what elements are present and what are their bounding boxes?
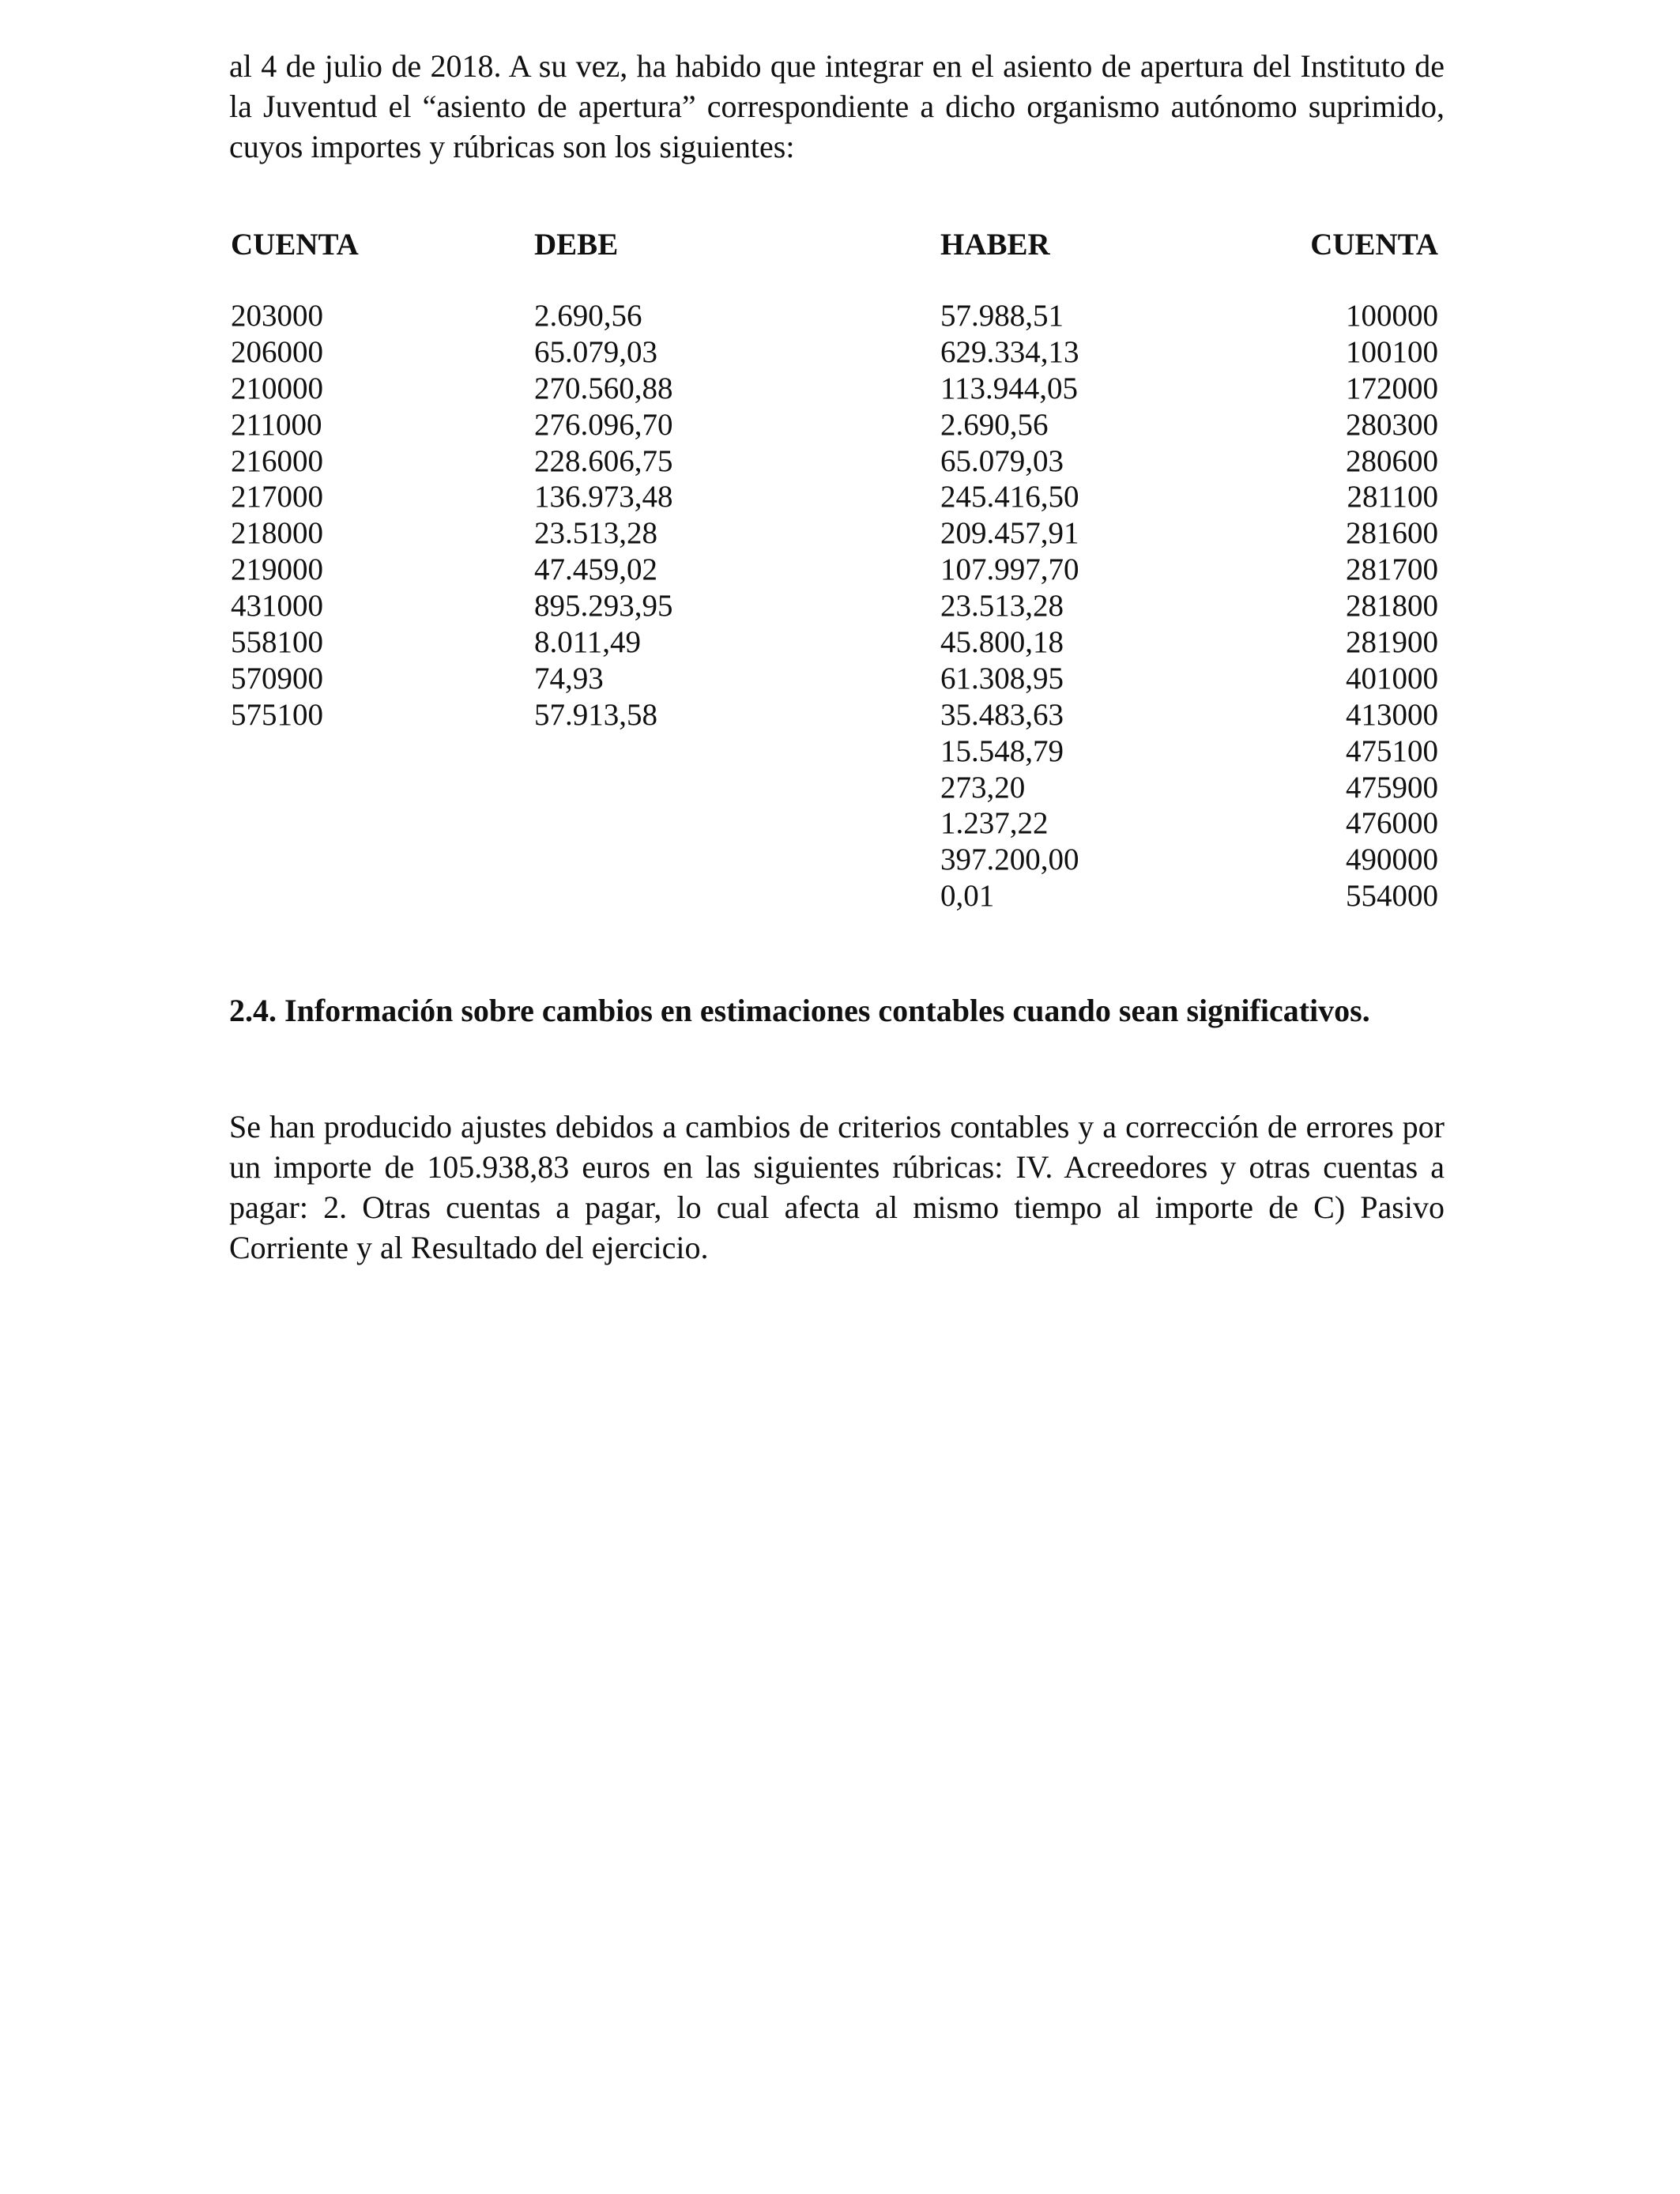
cell-cuenta-debe: 218000: [231, 516, 323, 551]
cell-cuenta-haber: 280600: [1346, 443, 1438, 478]
cell-cuenta-haber: 280300: [1346, 407, 1438, 442]
table-row: [229, 878, 1445, 914]
cell-cuenta-debe: 210000: [231, 371, 323, 405]
table-row: [229, 407, 1445, 443]
table-row: [229, 770, 1445, 806]
cell-cuenta-haber: 554000: [1346, 879, 1438, 914]
cell-cuenta-haber: 100100: [1346, 334, 1438, 369]
table-row: [229, 624, 1445, 661]
table-row: [229, 805, 1445, 842]
cell-cuenta-debe: 216000: [231, 443, 323, 478]
cell-cuenta-haber: 100000: [1346, 299, 1438, 333]
cell-haber: 273,20: [940, 770, 1026, 805]
cell-haber: 1.237,22: [940, 806, 1049, 841]
cell-cuenta-haber: 476000: [1346, 806, 1438, 841]
cell-haber: 35.483,63: [940, 697, 1064, 732]
table-row: [229, 733, 1445, 770]
cell-cuenta-debe: 203000: [231, 299, 323, 333]
cell-haber: 23.513,28: [940, 589, 1064, 624]
table-row: [229, 588, 1445, 624]
header-cuenta-haber: CUENTA: [1310, 228, 1438, 262]
cell-debe: 270.560,88: [534, 371, 673, 405]
cell-haber: 0,01: [940, 879, 995, 914]
cell-haber: 245.416,50: [940, 480, 1079, 515]
section-heading: 2.4. Información sobre cambios en estimaciones contables cuando sean significativos.: [229, 993, 1370, 1028]
cell-debe: 2.690,56: [534, 299, 642, 333]
cell-debe: 74,93: [534, 661, 604, 696]
cell-debe: 47.459,02: [534, 552, 657, 587]
cell-debe: 23.513,28: [534, 516, 657, 551]
cell-cuenta-haber: 172000: [1346, 371, 1438, 405]
ledger-body: [229, 298, 1445, 914]
ledger-header-row: [229, 225, 1445, 265]
cell-haber: 107.997,70: [940, 552, 1079, 587]
header-haber: HABER: [940, 228, 1050, 262]
cell-cuenta-haber: 281800: [1346, 589, 1438, 624]
cell-cuenta-debe: 570900: [231, 661, 323, 696]
cell-cuenta-haber: 281900: [1346, 625, 1438, 660]
body-paragraph: Se han producido ajustes debidos a cambios de criterios contables y a corrección de errores por un importe de 105.938,83 euros en las siguientes rúbricas: IV. Acreedores y otras cuentas a pagar: 2. Otras cuentas a pagar, lo cual afecta al mismo tiempo al importe de C) Pasivo Corriente y al Resultado del ejercicio.: [229, 1109, 1445, 1265]
cell-debe: 65.079,03: [534, 334, 657, 369]
cell-haber: 61.308,95: [940, 661, 1064, 696]
cell-haber: 209.457,91: [940, 516, 1079, 551]
cell-cuenta-haber: 490000: [1346, 843, 1438, 877]
table-row: [229, 661, 1445, 697]
cell-cuenta-haber: 475100: [1346, 733, 1438, 768]
table-row: [229, 697, 1445, 733]
header-cuenta-debe: CUENTA: [231, 228, 359, 262]
cell-cuenta-debe: 558100: [231, 625, 323, 660]
cell-debe: 895.293,95: [534, 589, 673, 624]
table-row: [229, 842, 1445, 878]
cell-haber: 15.548,79: [940, 733, 1064, 768]
cell-haber: 629.334,13: [940, 334, 1079, 369]
header-debe: DEBE: [534, 228, 619, 262]
cell-cuenta-debe: 211000: [231, 407, 322, 442]
cell-haber: 113.944,05: [940, 371, 1079, 405]
cell-debe: 276.096,70: [534, 407, 673, 442]
cell-cuenta-haber: 413000: [1346, 697, 1438, 732]
ledger-table: [229, 225, 1445, 914]
table-row: [229, 515, 1445, 552]
cell-haber: 397.200,00: [940, 843, 1079, 877]
cell-cuenta-haber: 281700: [1346, 552, 1438, 587]
cell-debe: 136.973,48: [534, 480, 673, 515]
table-row: [229, 298, 1445, 334]
cell-haber: 2.690,56: [940, 407, 1049, 442]
cell-cuenta-debe: 219000: [231, 552, 323, 587]
table-row: [229, 552, 1445, 588]
cell-cuenta-haber: 401000: [1346, 661, 1438, 696]
cell-debe: 8.011,49: [534, 625, 642, 660]
cell-debe: 57.913,58: [534, 697, 657, 732]
intro-paragraph: al 4 de julio de 2018. A su vez, ha habido que integrar en el asiento de apertura del Instituto de la Juventud el “asiento de apertura” correspondiente a dicho organismo autónomo suprimido, cuyos importes y rúbricas son los siguientes:: [229, 48, 1445, 164]
table-row: [229, 334, 1445, 371]
cell-debe: 228.606,75: [534, 443, 673, 478]
table-row: [229, 479, 1445, 515]
cell-haber: 45.800,18: [940, 625, 1064, 660]
table-row: [229, 443, 1445, 480]
cell-cuenta-debe: 575100: [231, 697, 323, 732]
cell-cuenta-debe: 431000: [231, 589, 323, 624]
cell-cuenta-haber: 475900: [1346, 770, 1438, 805]
table-row: [229, 371, 1445, 407]
cell-cuenta-haber: 281600: [1346, 516, 1438, 551]
cell-cuenta-debe: 206000: [231, 334, 323, 369]
cell-haber: 65.079,03: [940, 443, 1064, 478]
cell-haber: 57.988,51: [940, 299, 1064, 333]
cell-cuenta-debe: 217000: [231, 480, 323, 515]
cell-cuenta-haber: 281100: [1347, 480, 1438, 515]
